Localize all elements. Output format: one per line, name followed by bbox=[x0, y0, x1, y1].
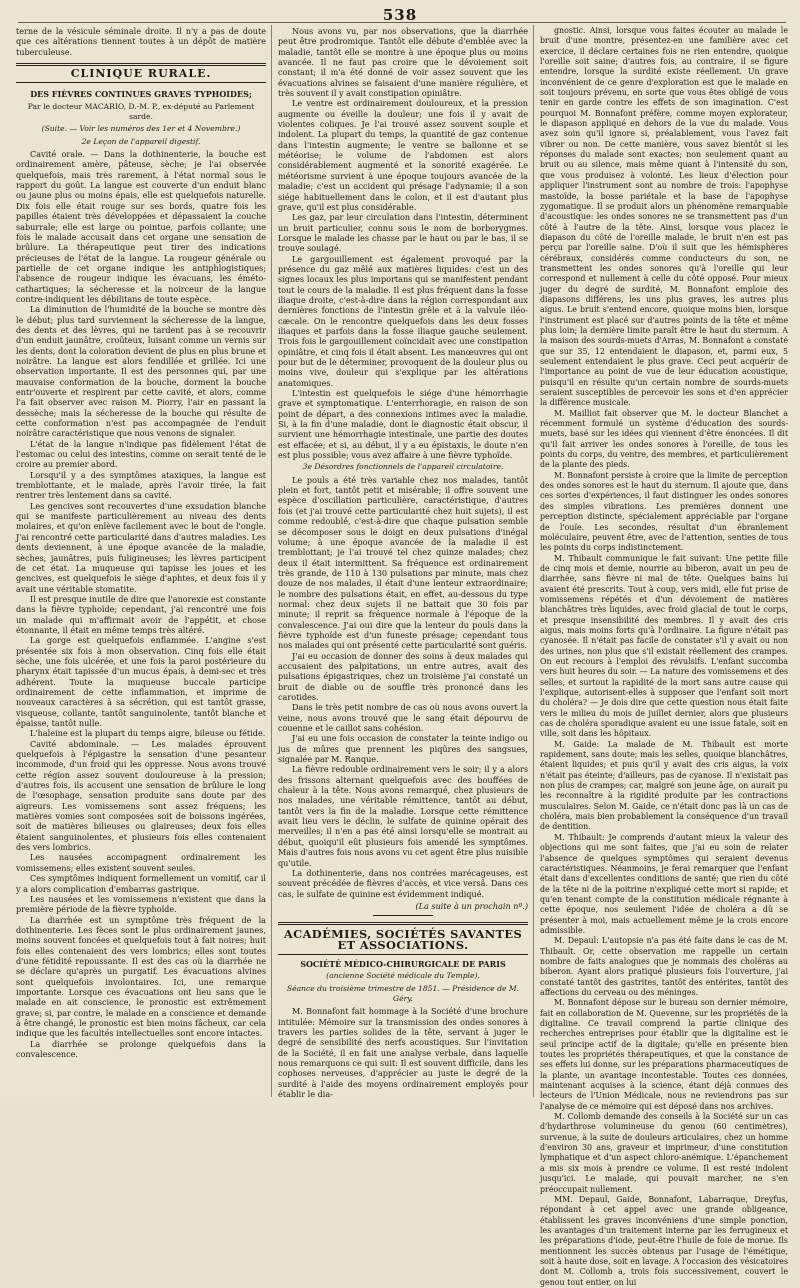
society-subtitle: (ancienne Société médicale du Temple). bbox=[326, 971, 480, 981]
suite-line: (Suite. — Voir les numéros des 1er et 4 Novembre.) bbox=[41, 124, 241, 134]
paragraph: Les nausées accompagnent ordinairement les vomissemens; elles existent souvent seules. bbox=[16, 852, 266, 873]
paragraph: M. Depaul: L'autopsie n'a pas été faite dans le cas de M. Thibault. Or, cette observation me rappelle un certain nombre de faits analogues que je nommais des choléras au biberon. Ayant alors pratiqué plusieurs fois l'ouverture, j'ai constaté tantôt des gastrites, tantôt des entérites, tantôt des affections du cerveau ou des méninges. bbox=[540, 936, 788, 997]
paragraph: La diarrhée est un symptôme très fréquent de la dothinenterie. Les fèces sont le plus ordinairement jaunes, moins souvent foncées et quelquefois tout à fait noires; huit fois elles contenaient des vers lombrics; elles sont toutes d'une fétidité repoussante. Il est des cas où la diarrhée ne se déclare qu'après un purgatif. Les évacuations alvines sont quelquefois involontaires. Ici, une remarque importante. Lorsque ces évacuations ont lieu sans que le malade en ait conscience, le pronostic est extrêmement grave; si, par contre, le malade en a conscience et demande à être changé, le pronostic est bien moins fâcheux, car cela indique que les facultés intellectuelles sont encore intactes. bbox=[16, 914, 266, 1039]
column-divider-2 bbox=[533, 25, 534, 1097]
paragraph: La dothinenterie, dans nos contrées marécageuses, est souvent précédée de fièvres d'accès, et vice versâ. Dans ces cas, le sulfate de quinine est évidemment indiqué. bbox=[278, 867, 528, 899]
paragraph: La diminution de l'humidité de la bouche se montre dès le début; plus tard surviennent la sécheresse de la langue, des dents et des lèvres, qui ne tardent pas à se recouvrir d'un enduit jaunâtre, croûteux, luisant comme un vernis sur les dents, dont la coloration devient de plus en plus brune et noirâtre. La langue est alors fendillée et grillée. Ici une observation importante. Il est des personnes qui, par une mauvaise conformation de la bouche, dorment la bouche entr'ouverte et respirent par cette cavité, et alors, comme l'a fait observer avec raison M. Piorry, l'air en passant la dessèche; mais la sécheresse de la bouche qui résulte de cette conformation n'est pas accompagnée de l'enduit noirâtre caractéristique que nous venons de signaler. bbox=[16, 304, 266, 439]
paragraph: Le ventre est ordinairement douloureux, et la pression augmente ou éveille la douleur; une fois il y avait de violentes coliques. Je l'ai trouvé assez souvent souple et indolent. La plupart du temps, la quantité de gaz contenue dans l'intestin augmente; le ventre se ballonne et se météorise; le volume de l'abdomen est alors considérablement augmenté et la sonorité exagérée. Le météorisme survient à une époque toujours avancée de la maladie; c'est un accident qui présage l'adynamie; il a son siége habituellement dans le colon, et il est d'autant plus grave, qu'il est plus considérable. bbox=[278, 98, 528, 212]
paragraph: Le pouls a été très variable chez nos malades, tantôt plein et fort, tantôt petit et misérable; il offre souvent une espèce d'oscillation particulière, caractéristique, d'autres fois (et j'ai trouvé cette particularité chez huit sujets), il est comme redoublé, c'est-à-dire que chaque pulsation semble se décomposer sous le doigt en deux pulsations d'inégal volume; à une époque avancée de la maladie il est tremblottant; je l'ai trouvé tel chez quinze malades; chez deux il était intermittent. Sa fréquence est ordinairement très grande, de 110 à 130 pulsations par minute, mais chez douze de nos malades, il était d'une lenteur extraordinaire; le nombre des pulsations était, en effet, au-dessous du type normal: chez deux sujets il ne battait que 30 fois par minute; il reprit sa fréquence normale à l'époque de la convalescence. J'ai oui dire que la lenteur du pouls dans la fièvre typhoïde est d'un funeste présage; cependant tous nos malades qui ont présenté cette particularité sont guéris. bbox=[278, 474, 528, 651]
circulatory-heading: 3e Désordres fonctionnels de l'appareil circulatoire. bbox=[302, 462, 504, 472]
section-title-academies: ACADÉMIES, SOCIÉTÉS SAVANTES ET ASSOCIATIONS. bbox=[278, 922, 528, 955]
paragraph: Ces symptômes indiquent formellement un vomitif, car il y a alors complication d'embarras gastrique. bbox=[16, 873, 266, 894]
column-2-body-2 bbox=[278, 475, 528, 899]
continued-note: (La suite à un prochain nº.) bbox=[415, 900, 528, 911]
paragraph: J'ai eu occasion de donner des soins à deux malades qui accusaient des palpitations, un entre autres, avait des pulsations épigastriques, chez un troisième j'ai constaté un bruit de diable ou de souffle très prononcé dans les carotides. bbox=[278, 650, 528, 702]
column-3-body bbox=[540, 26, 788, 1288]
paragraph: M. Gaide: La malade de M. Thibault est morte rapidement, sans doute; mais les selles, quoique blanchâtres, étaient liquides; et puis qu'il y avait des cris aigus, la voix n'était pas éteinte; d'ailleurs, pas de cyanose. Il n'existait pas non plus de crampes; car, malgré son jeune âge, on aurait pu les reconnaître à la rigidité produite par les contractions musculaires. Selon M. Gaide, ce n'était donc pas là un cas de choléra, mais bien probablement la conséquence d'un travail de dentition. bbox=[540, 739, 788, 832]
paragraph: La gorge est quelquefois enflammée. L'angine s'est présentée six fois à mon observation. Cinq fois elle était sèche, une fois ulcérée, et une fois la paroi postérieure du pharynx était tapissée d'un mucus épais, à demi-sec et très adhérent. Toute la muqueuse buccale participe ordinairement de cette inflammation, et imprime de nouveaux caractères à sa sécrétion, qui est tantôt grasse, visqueuse, collante, tantôt sanguinolente, tantôt blanche et épaisse, tantôt nulle. bbox=[16, 635, 266, 728]
header-rule bbox=[18, 22, 786, 23]
paragraph: M. Bonnafont dépose sur le bureau son dernier mémoire, fait en collaboration de M. Quevenne, sur les propriétés de la digitaline. Ce travail comprend la partie clinique des recherches entreprises pour établir que la digitaline est le seul principe actif de la digitale; qu'elle en présente bien toutes les propriétés thérapeutiques, et que la constance de ses effets lui donne, sur les préparations pharmaceutiques de la plante, un avantage incontestable. Toutes ces données, maintenant acquises à la science, étant déjà connues des lecteurs de l'Union Médicale, nous ne reviendrons pas sur l'analyse de ce mémoire qui est déposé dans nos archives. bbox=[540, 998, 788, 1111]
paragraph: Cavité abdominale. — Les malades éprouvent quelquefois à l'épigastre la sensation d'une pesanteur incommode, d'un froid qui les oppresse. Nous avons trouvé cette région assez souvent douloureuse à la pression; d'autres fois, ils accusent une sensation de brûlure le long de l'œsophage, sensation produite sans doute par des aigreurs. Les vomissemens sont assez fréquens; les matières vomies sont composées soit de boissons ingérées, soit de matières bilieuses ou glaireuses; deux fois elles étaient sanguinolentes, et plusieurs fois elles contenaient des vers lombrics. bbox=[16, 738, 266, 853]
paragraph: La diarrhée se prolonge quelquefois dans la convalescence. bbox=[16, 1038, 266, 1059]
paragraph: J'ai eu une fois occasion de constater la teinte indigo ou jus de mûres que prennent les piqûres des sangsues, signalée par M. Ranque. bbox=[278, 733, 528, 765]
paragraph: M. Thibault communique le fait suivant: Une petite fille de cinq mois et demie, nourrie au biberon, avait un peu de diarrhée, sans fièvre ni mal de tête. Quelques bains lui avaient été prescrits. Tout à coup, vers midi, elle fut prise de vomissemens répétés et d'un dévoiement de matières blanchâtres très liquides, avec froid glacial de tout le corps, et presque insensibilité des membres. Il y avait des cris aigus, mais moins forts qu'à l'ordinaire. La figure n'était pas cyanosée. Il n'était pas facile de constater s'il y avait ou non des urines, non plus que s'il existait réellement des crampes. On eut recours à l'emploi des révulsifs. L'enfant succomba vers huit heures du soir. — La nature des vomissemens et des selles, et surtout la rapidité de la mort sans autre cause qui l'explique, autorisent-elles à supposer que l'enfant soit mort du choléra? — Je dois dire que cette question nous était faite vers le milieu du mois de juillet dernier, alors que plusieurs cas de choléra sporadique avaient eu une issue fatale, soit en ville, soit dans les hôpitaux. bbox=[540, 553, 788, 739]
paragraph: Les gencives sont recouvertes d'une exsudation blanche qui se manifeste particulièrement au niveau des dents molaires, et qu'on enlève facilement avec le bout de l'ongle. J'ai rencontré cette particularité dans d'autres maladies. Les dents deviennent, à une époque avancée de la maladie, sèches, jaunâtres, puis fuligineuses; les lèvres participent de cet état. La muqueuse qui tapisse les joues et les gencives, est quelquefois le siège d'aphtes, et deux fois il y avait une véritable stomatite. bbox=[16, 500, 266, 594]
seance-line: Séance du troisième trimestre de 1851. — Présidence de M. Géry. bbox=[286, 983, 520, 1003]
paragraph: L'état de la langue n'indique pas fidèlement l'état de l'estomac ou celui des intestins, comme on serait tenté de le croire au premier abord. bbox=[16, 438, 266, 470]
paragraph: Il est presque inutile de dire que l'anorexie est constante dans la fièvre typhoïde; cependant, j'ai rencontré une fois un malade qui m'affirmait avoir de l'appétit, et chose étonnante, il était en même temps très altéré. bbox=[16, 593, 266, 635]
paragraph: M. Mailliot fait observer que M. le docteur Blanchet a récemment formulé un système d'éducation des sourds-muets, basé sur les idées qui viennent d'être énoncées. Il dit qu'il fait arriver les ondes sonores à l'oreille, de tous les points du corps, du ventre, des membres, et particulièrement de la plante des pieds. bbox=[540, 408, 788, 470]
paragraph: L'haleine est la plupart du temps aigre, bileuse ou fétide. bbox=[30, 728, 266, 739]
society-name: SOCIÉTÉ MÉDICO-CHIRURGICALE DE PARIS bbox=[300, 958, 506, 969]
intro-paragraph: terne de la vésicule séminale droite. Il n'y a pas de doute que ces altérations tiennent toutes à un dépôt de matière tuberculeuse. bbox=[16, 26, 266, 57]
author-line: Par le docteur MACARIO, D.-M. P., ex-député au Parlement sarde. bbox=[27, 101, 255, 122]
paragraph: Les nausées et les vomissemens n'existent que dans la première période de la fièvre typhoïde. bbox=[16, 893, 266, 915]
column-3 bbox=[540, 26, 788, 1287]
paragraph: Lorsqu'il y a des symptômes ataxiques, la langue est tremblottante, et le malade, après l'avoir tirée, la fait rentrer très lentement dans sa cavité. bbox=[16, 469, 266, 501]
paragraph: L'intestin est quelquefois le siége d'une hémorrhagie grave et symptomatique. L'enterrhoragie, en raison de son point de départ, a des connexions intimes avec la maladie. Si, à la fin d'une maladie, dont le diagnostic était obscur, il survient une hémorrhagie intestinale, une partie des doutes est effacée; et si, au début, il y a eu épistaxis, le doute n'en est plus possible; vous avez affaire à une fièvre typhoïde. bbox=[278, 388, 528, 461]
column-2-body bbox=[278, 26, 528, 460]
paragraph: La fièvre redouble ordinairement vers le soir; il y a alors des frissons alternant quelquefois avec des bouffées de chaleur à la tête. Nous avons remarqué, chez plusieurs de nos malades, une véritable rémittence, tantôt au début, tantôt vers la fin de la maladie. Lorsque cette rémittence avait lieu vers le déclin, le sulfate de quinine opérait des merveilles; il n'en a pas été ainsi lorsqu'elle se montrait au début, quoiqu'il eût plusieurs fois amendé les symptômes. Mais d'autres fois nous avons vu cet agent être plus nuisible qu'utile. bbox=[278, 764, 528, 868]
paragraph: MM. Depaul, Gaide, Bonnafont, Labarraque, Dreyfus, répondant à cet appel avec une grande obligeance, établissent les graves inconvéniens d'une simple ponction, les avantages d'un traitement interne par les ferrugineux et les préparations d'iode, peut-être l'huile de foie de morue. Ils mentionnent les succès obtenus par l'usage de l'émétique, soit à haute dose, soit en lavage. A l'occasion des vésicatoires dont M. Collomb a, trois fois successivement, couvert le genou tout entier, on lui bbox=[540, 1194, 788, 1287]
paragraph: Cavité orale. — Dans la dothinenterie, la bouche est ordinairement amère, pâteuse, sèche; je l'ai observée quelquefois, mais très rarement, à l'état normal sous le rapport du goût. La langue est couverte d'un enduit blanc ou jaune plus ou moins épais, elle est quelquefois naturelle. Dix fois elle était rouge sur ses bords, quatre fois les papilles étaient très développées et dépassaient la couche saburrale; elle est large ou pointue, parfois collante; une fois le malade accusait dans cet organe une sensation de brûlure. La thérapeutique peut tirer des indications précieuses de l'état de la langue. La rougeur générale ou partielle de cet organe indique les antiphlogistiques; l'absence de rougeur indique les évacuans, les éméto-cathartiques; la sécheresse et la noirceur de la langue contre-indiquent les débilitans de toute espèce. bbox=[16, 149, 266, 304]
short-rule bbox=[373, 915, 433, 916]
paragraph: gnostic. Ainsi, lorsque vous faites écouter au malade le bruit d'une montre, présentez-en une familière avec cet exercice, il déclare certaines fois ne rien entendre, quoique l'oreille soit saine; d'autres fois, au contraire, il se figure entendre, lorsque la surdité existe réellement. Un grave inconvénient de ce genre d'exploration est que le malade en soit toujours prévenu, en sorte que vous êtes obligé de vous tenir en garde contre les effets de son imagination. C'est pourquoi M. Bonnafont préfère, comme moyen explorateur, le diapason appliqué en dehors de la vue du malade. Vous avez soin qu'il ignore si, préalablement, vous l'avez fait vibrer ou non. De cette manière, vous savez bientôt si les réponses du malade sont exactes; non seulement quant au bruit ou au silence, mais même quant à l'intensité du son, que vous produisez à volonté. Les lieux d'élection pour appliquer l'instrument sont au nombre de trois: l'apophyse mastoïde, la bosse pariétale et la base de l'apophyse zygomatique. Il se produit alors un phénomène remarquable d'acoustique: les ondes sonores ne se transmettent pas d'un côté à l'autre de la tête. Ainsi, lorsque vous placez le diapason du côté de l'oreille malade, le bruit n'en est pas perçu par l'oreille saine. D'où il suit que les hémisphères cérébraux, considérés comme conducteurs du son, ne transmettent les ondes sonores qu'à l'oreille qui leur correspond et nullement à celle du côté opposé. Pour mieux juger du degré de surdité, M. Bonnafont emploie des diapasons différens, les uns plus graves, les autres plus aigus. Le bruit s'entend encore, quoique moins bien, lorsque l'instrument est placé sur d'autres points de la tête et même plus loin; la dernière limite paraît être le haut du sternum. A la maison des sourds-muets d'Arras, M. Bonnafont a constaté que sur 35, 12 entendaient le diapason, et, parmi eux, 5 seulement entendaient le plus grave. Ceci peut acquérir de l'importance au point de vue de leur éducation acoustique, puisqu'il en résulte qu'un certain nombre de sourds-muets seraient susceptibles de percevoir les sons et d'en apprécier la différence musicale. bbox=[540, 26, 788, 408]
article-subtitle: DES FIÈVRES CONTINUES GRAVES TYPHOIDES; bbox=[30, 89, 252, 100]
column-1 bbox=[16, 26, 266, 1100]
section-title-clinique-rurale: CLINIQUE RURALE. bbox=[16, 63, 266, 83]
paragraph: M. Thibault: Je comprends d'autant mieux la valeur des objections qui me sont faites, que j'ai eu soin de relater l'absence de quelques symptômes qui seraient devenus caractéristiques. Néanmoins, je ferai remarquer que l'enfant était dans d'excellentes conditions de santé; que rien du côté de la tête ni de la poitrine n'expliqué cette mort si rapide; et qu'en tenant compte de la constitution médicale régnante à cette époque, nos seulement l'idée de choléra a dû se présenter à moi, mais actuellement même je la crois encore admissible. bbox=[540, 832, 788, 935]
paragraph: M. Bonnafont persiste à croire que la limite de perception des ondes sonores est le haut du sternum. Il ajoute que, dans ces sortes d'expériences, il faut distinguer les ondes sonores des simples vibrations. Les premières donnent une perception distincte, spécialement appréciable par l'organe de l'ouïe. Les secondes, résultat d'un ébranlement moléculaire, peuvent être, avec de l'attention, senties de tous les points du corps indistinctement. bbox=[540, 470, 788, 553]
paragraph: Dans le très petit nombre de cas où nous avons ouvert la veine, nous avons trouvé que le sang était dépourvu de couenne et le caillot sans cohésion. bbox=[278, 702, 528, 734]
lecon-heading: 2e Leçon de l'appareil digestif. bbox=[81, 136, 201, 146]
column-2 bbox=[278, 26, 528, 1100]
column-divider-1 bbox=[271, 25, 272, 1097]
paragraph: M. Bonnafont fait hommage à la Société d'une brochure intitulée: Mémoire sur la transmission des ondes sonores à travers les parties solides de la tête, servant à juger le degré de sensibilité des nerfs acoustiques. Sur l'invitation de la Société, il en fait une analyse verbale, dans laquelle nous remarquons ce qui suit: Il est souvent difficile, dans les cophoses nerveuses, d'apprécier au juste le degré de la surdité à l'aide des moyens ordinairement employés pour établir le dia- bbox=[278, 1006, 528, 1100]
paragraph: Les gaz, par leur circulation dans l'intestin, déterminent un bruit particulier, connu sous le nom de borborygmes. Lorsque le malade les chasse par le haut ou par le bas, il se trouve soulagé. bbox=[278, 212, 528, 254]
column-1-body bbox=[16, 149, 266, 1059]
column-2-body-3 bbox=[278, 1006, 528, 1099]
paragraph: M. Collomb demande des conseils à la Société sur un cas d'hydarthrose volumineuse du genou (60 centimètres), survenue, à la suite de douleurs articulaires, chez un homme d'environ 30 ans, graveur et imprimeur, d'une constitution lymphatique et d'un aspect chloro-anémique. L'épanchement a mis six mois à prendre ce volume. Il est resté indolent jusqu'ici. Le malade, qui pouvait marcher, ne s'en préoccupait nullement. bbox=[540, 1112, 788, 1194]
page-number: 538 bbox=[382, 6, 418, 24]
paragraph: Le gargouillement est également provoqué par la présence du gaz mêlé aux matières liquides: c'est un des signes locaux les plus importans qui se manifestent pendant tout le cours de la maladie. Il est plus fréquent dans la fosse iliaque droite, c'est-à-dire dans la région correspondant aux dernières fonctions de l'intestin grêle et à la valvule iléo-cæcale. On le rencontre quelquefois dans les deux fosses iliaques et parfois dans la fosse iliaque gauche seulement. Trois fois le gargouillement coïncidait avec une constipation opiniâtre, et cinq fois il était absent. Les manœuvres qui ont pour but de le déterminer, provoquent de la douleur plus ou moins vive, douleur qui s'explique par les altérations anatomiques. bbox=[278, 253, 528, 388]
paragraph: Nous avons vu, par nos observations, que la diarrhée peut être prodromique. Tantôt elle débute d'emblée avec la maladie, tantôt elle se montre à une époque plus ou moins avancée. Il ne faut pas croire que le dévoiement soit constant; il m'a été donné de voir assez souvent que les évacuations alvines se faisaient d'une manière régulière, et très souvent il y avait constipation opiniâtre. bbox=[278, 26, 528, 99]
